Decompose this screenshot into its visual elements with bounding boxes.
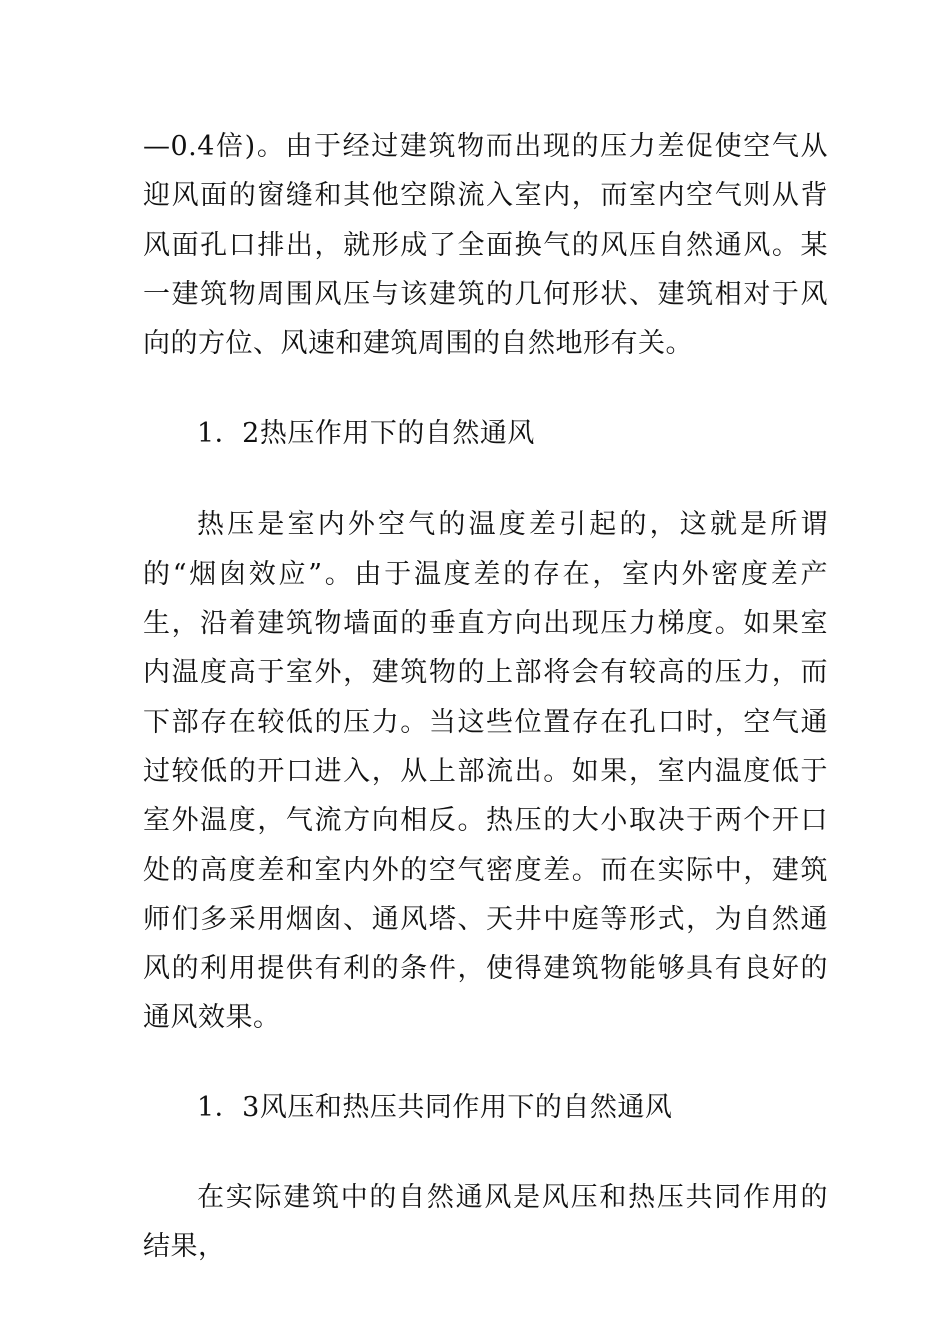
spacer (143, 458, 828, 500)
paragraph-combined-pressure: 在实际建筑中的自然通风是风压和热压共同作用的结果， (143, 1181, 828, 1263)
spacer (143, 368, 828, 409)
section-heading-1-2: 1．2热压作用下的自然通风 (197, 418, 535, 450)
document-page (143, 122, 828, 1271)
paragraph-wind-pressure-continued: —0.4倍)。由于经过建筑物而出现的压力差促使空气从迎风面的窗缝和其他空隙流入室内，而室内空气则从背风面孔口排出，就形成了全面换气的风压自然通风。某一建筑物周围风压与该建筑的几何形状、建筑相对于风向的方位、风速和建筑周围的自然地形有关。 (143, 131, 828, 360)
spacer (143, 1132, 828, 1173)
section-heading-1-3: 1．3风压和热压共同作用下的自然通风 (197, 1091, 673, 1123)
spacer (143, 1043, 828, 1083)
paragraph-thermal-pressure: 热压是室内外空气的温度差引起的，这就是所谓的“烟囱效应”。由于温度差的存在，室内外密度差产生，沿着建筑物墙面的垂直方向出现压力梯度。如果室内温度高于室外，建筑物的上部将会有较高的压力，而下部存在较低的压力。当这些位置存在孔口时，空气通过较低的开口进入，从上部流出。如果，室内温度低于室外温度，气流方向相反。热压的大小取决于两个开口处的高度差和室内外的空气密度差。而在实际中，建筑师们多采用烟囱、通风塔、天井中庭等形式，为自然通风的利用提供有利的条件，使得建筑物能够具有良好的通风效果。 (143, 509, 828, 1034)
